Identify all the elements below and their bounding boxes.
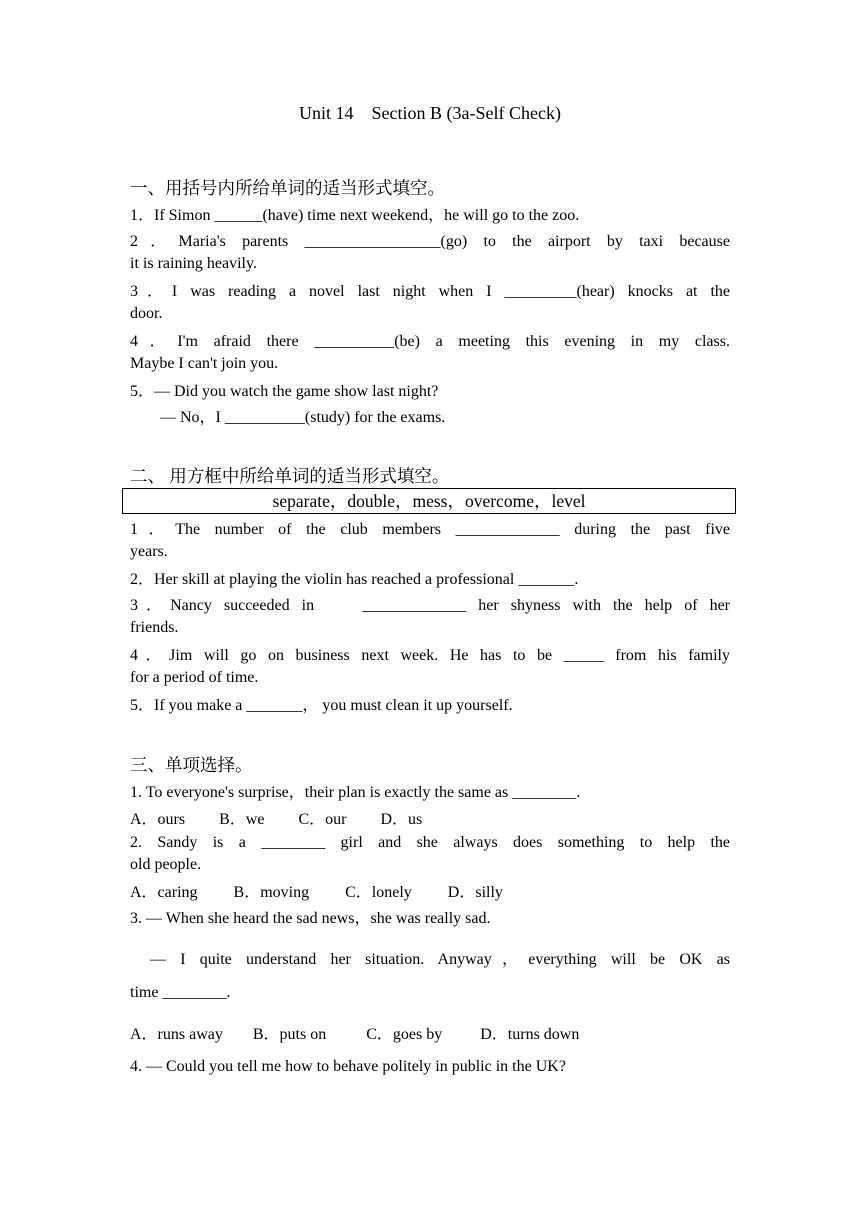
q1-options xyxy=(130,806,730,830)
q2-option-b[interactable]: B．moving xyxy=(233,884,310,901)
part1-item-3-cont: door. xyxy=(130,305,163,322)
part2-section xyxy=(130,463,730,488)
part1-item-4-cont: Maybe I can't join you. xyxy=(130,355,279,372)
q1-option-a[interactable]: A．ours xyxy=(130,811,186,828)
q3-reply-cont: time ________. xyxy=(130,984,231,1001)
q2-option-c[interactable]: C．lonely xyxy=(345,884,412,901)
part1-item-5-answer: — No，I __________(study) for the exams. xyxy=(160,409,446,426)
part1-section xyxy=(130,175,730,431)
q3-option-b[interactable]: B．puts on xyxy=(252,1026,327,1043)
q3-option-a[interactable]: A．runs away xyxy=(130,1026,223,1043)
part1-item-2-cont: it is raining heavily. xyxy=(130,255,257,272)
q3-stem: 3. — When she heard the sad news，she was really sad. xyxy=(130,910,491,927)
q3-options xyxy=(130,1021,730,1045)
part3-heading: 三、单项选择。 xyxy=(130,755,253,775)
part1-item-1: 1．If Simon ______(have) time next weekend，he will go to the zoo. xyxy=(130,207,580,224)
q2-options xyxy=(130,880,730,906)
q1-option-b[interactable]: B．we xyxy=(219,811,265,828)
part2-item-1-cont: years. xyxy=(130,543,168,560)
q2-option-d[interactable]: D．silly xyxy=(447,884,503,901)
q1-option-c[interactable]: C．our xyxy=(298,811,347,828)
q2-stem-cont: old people. xyxy=(130,856,202,873)
part2-item-4-cont: for a period of time. xyxy=(130,669,259,686)
q2-stem: 2. Sandy is a ________ girl and she always does something to help the xyxy=(130,834,730,851)
q4-stem: 4. — Could you tell me how to behave politely in public in the UK? xyxy=(130,1058,566,1075)
part1-heading: 一、用括号内所给单词的适当形式填空。 xyxy=(130,178,445,198)
part1-item-5: 5．— Did you watch the game show last night? xyxy=(130,383,439,400)
part1-item-3: 3．I was reading a novel last night when I _________(hear) knocks at the xyxy=(130,283,730,300)
part2-item-3-cont: friends. xyxy=(130,619,179,636)
part2-heading: 二、 用方框中所给单词的适当形式填空。 xyxy=(130,466,450,486)
word-box: separate，double，mess，overcome，level xyxy=(122,488,736,514)
q3-option-c[interactable]: C．goes by xyxy=(366,1026,443,1043)
part2-item-3: 3．Nancy succeeded in _____________ her shyness with the help of her xyxy=(130,597,730,614)
part2-item-5: 5．If you make a _______， you must clean it up yourself. xyxy=(130,697,513,714)
part1-item-4: 4．I'm afraid there __________(be) a meeting this evening in my class. xyxy=(130,333,730,350)
page-title: Unit 14 Section B (3a-Self Check) xyxy=(299,103,561,123)
q1-option-d[interactable]: D．us xyxy=(380,811,423,828)
part2-item-4: 4．Jim will go on business next week. He has to be _____ from his family xyxy=(130,647,730,664)
part2-item-2: 2．Her skill at playing the violin has reached a professional _______. xyxy=(130,571,579,588)
q1-stem: 1. To everyone's surprise，their plan is exactly the same as ________. xyxy=(130,784,581,801)
part2-item-1: 1．The number of the club members _____________ during the past five xyxy=(130,521,730,538)
part2-items xyxy=(130,517,730,719)
q3-reply: — I quite understand her situation. Anyway，everything will be OK as xyxy=(150,951,730,968)
q3-option-d[interactable]: D．turns down xyxy=(480,1026,580,1043)
q2-option-a[interactable]: A．caring xyxy=(130,884,198,901)
part1-item-2: 2．Maria's parents _________________(go) to the airport by taxi because xyxy=(130,233,730,250)
part3-section xyxy=(130,752,730,1082)
